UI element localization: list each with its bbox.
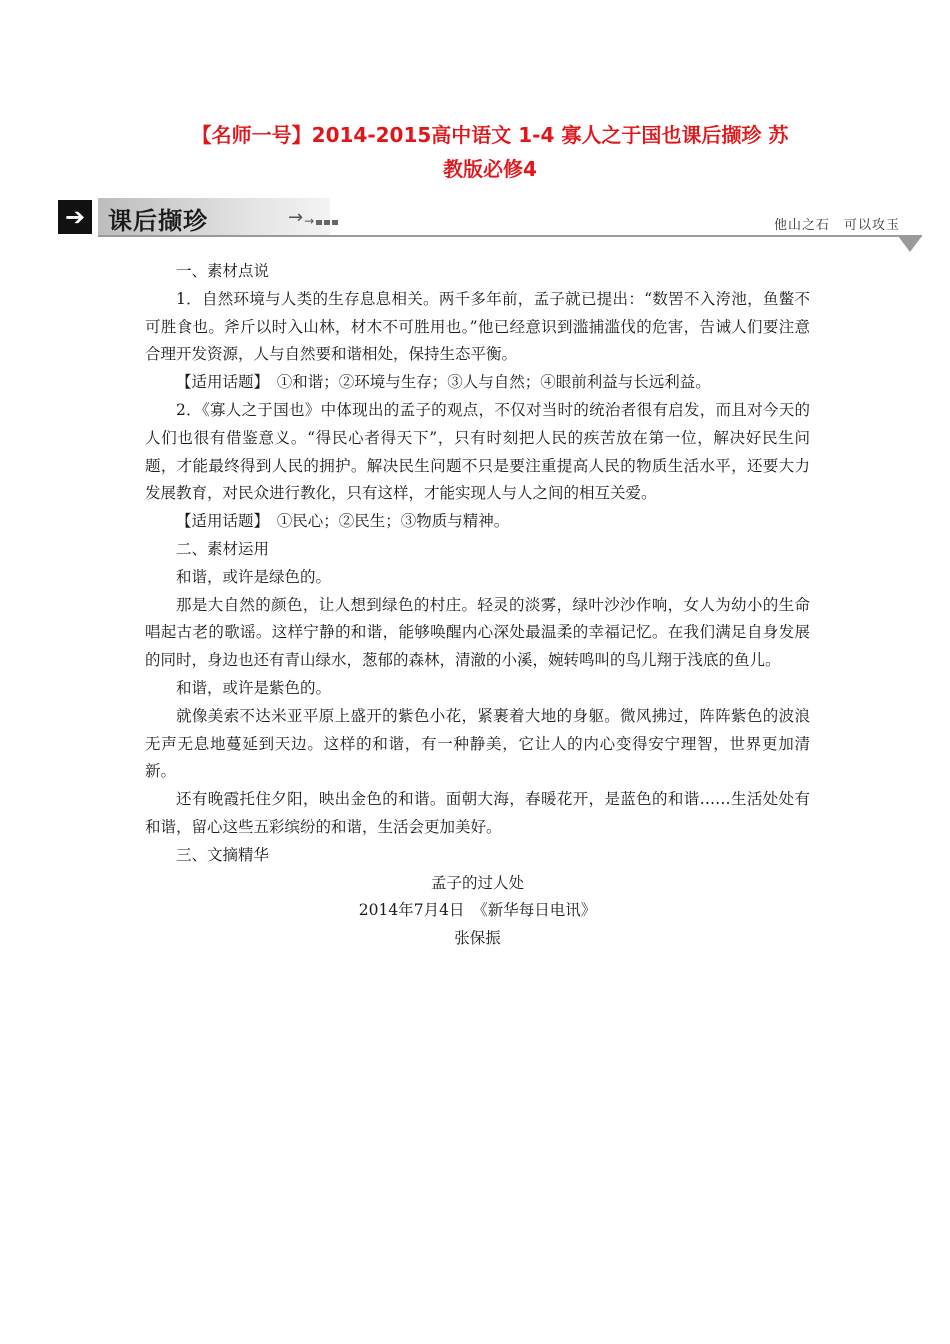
document-body bbox=[145, 258, 810, 953]
section-heading: 三、文摘精华 bbox=[176, 845, 270, 864]
banner-rule bbox=[98, 235, 922, 237]
paragraph: 还有晚霞托住夕阳，映出金色的和谐。面朝大海，春暖花开，是蓝色的和谐……生活处处有和谐，留心这些五彩缤纷的和谐，生活会更加美好。 bbox=[145, 790, 810, 836]
title-line-1: 【名师一号】2014-2015高中语文 1-4 寡人之于国也课后撷珍 苏 bbox=[191, 123, 789, 147]
topic-tags: 【适用话题】 ①和谐；②环境与生存；③人与自然；④眼前利益与长远利益。 bbox=[176, 373, 711, 392]
small-arrows-icon: → → bbox=[288, 208, 338, 228]
topic-tags: 【适用话题】 ①民心；②民生；③物质与精神。 bbox=[176, 512, 510, 531]
article-title: 孟子的过人处 bbox=[430, 873, 524, 892]
paragraph: 和谐，或许是紫色的。 bbox=[176, 678, 332, 697]
title-line-2: 教版必修4 bbox=[443, 157, 537, 181]
paragraph: 就像美索不达米亚平原上盛开的紫色小花，紧裹着大地的身躯。微风拂过，阵阵紫色的波浪无声无息地蔓延到天边。这样的和谐，有一种静美，它让人的内心变得安宁理智，世界更加清新。 bbox=[145, 706, 810, 781]
section-heading: 一、素材点说 bbox=[176, 262, 270, 280]
paragraph: 和谐，或许是绿色的。 bbox=[176, 567, 332, 586]
section-banner bbox=[58, 198, 922, 254]
paragraph: 1．自然环境与人类的生存息息相关。两千多年前，孟子就已提出：“数罟不入洿池，鱼鳖不可胜食也。斧斤以时入山林，材木不可胜用也。”他已经意识到滥捕滥伐的危害，告诫人们要注意合理开发资源，人与自然要和谐相处，保持生态平衡。 bbox=[145, 289, 810, 364]
article-dateline: 2014年7月4日 《新华每日电讯》 bbox=[358, 901, 597, 920]
triangle-corner-icon bbox=[898, 236, 922, 252]
banner-slogan: 他山之石 可以攻玉 bbox=[773, 218, 900, 233]
section-heading: 二、素材运用 bbox=[176, 539, 270, 558]
document-title bbox=[120, 118, 860, 186]
paragraph: 那是大自然的颜色，让人想到绿色的村庄。轻灵的淡雾，绿叶沙沙作响，女人为幼小的生命唱起古老的歌谣。这样宁静的和谐，能够唤醒内心深处最温柔的幸福记忆。在我们满足自身发展的同时，身边也还有青山绿水，葱郁的森林，清澈的小溪，婉转鸣叫的鸟儿翔于浅底的鱼儿。 bbox=[145, 595, 810, 670]
paragraph: 2．《寡人之于国也》中体现出的孟子的观点，不仅对当时的统治者很有启发，而且对今天的人们也很有借鉴意义。“得民心者得天下”，只有时刻把人民的疾苦放在第一位，解决好民生问题，才能最终得到人民的拥护。解决民生问题不只是要注重提高人民的物质生活水平，还要大力发展教育，对民众进行教化，只有这样，才能实现人与人之间的相互关爱。 bbox=[145, 400, 810, 503]
banner-label: 课后撷珍 bbox=[108, 206, 208, 235]
article-author: 张保振 bbox=[454, 929, 501, 948]
arrow-right-icon: ➔ bbox=[58, 200, 92, 234]
